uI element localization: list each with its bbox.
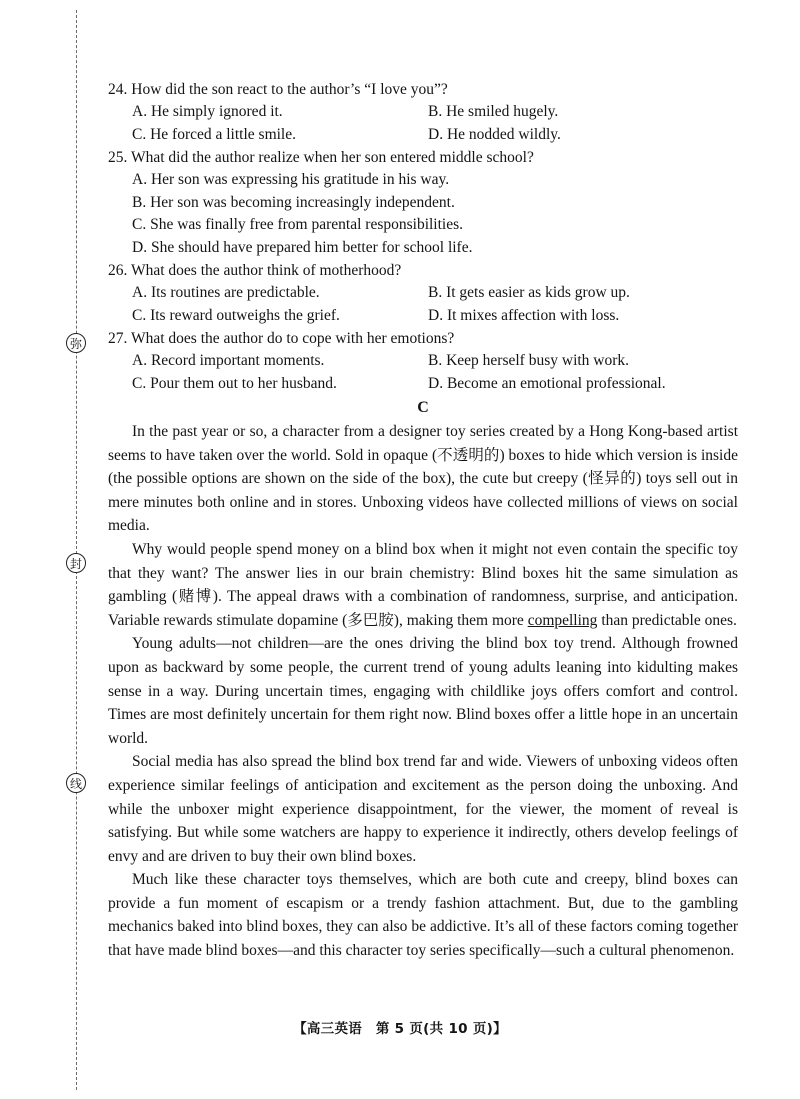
option-b: B. Her son was becoming increasingly independent. bbox=[132, 193, 455, 211]
option-a: A. Record important moments. bbox=[132, 352, 325, 369]
option-c: C. She was finally free from parental responsibilities. bbox=[132, 216, 464, 233]
passage-paragraph-3: Young adults—not children—are the ones driving the blind box toy trend. Although frowned upon as backward by some people, the current trend of young adults leaning into kidulting makes sense in a way. During uncertain times, engaging with childlike joys offers comfort and control. Times are most definitely uncertain for them right now. Blind boxes offer a little hope in an uncertain world. bbox=[108, 635, 738, 747]
option-b: B. Keep herself busy with work. bbox=[428, 352, 630, 369]
option-row bbox=[108, 124, 738, 147]
question-stem: 27. What does the author do to cope with her emotions? bbox=[108, 330, 455, 347]
paragraph-text: Why would people spend money on a blind box when it might not even contain the specific toy that they want? The answer lies in our brain chemistry: Blind boxes hit the same simulation as gambling (赌博). The appeal draws with a combination of randomness, surprise, and anticipation. Variable rewards stimulate dopamine (多巴胺), making them more bbox=[108, 540, 738, 629]
question-stem: 25. What did the author realize when her son entered middle school? bbox=[108, 149, 534, 166]
binding-mark-mi: 弥 bbox=[66, 333, 86, 353]
passage-paragraph-2 bbox=[108, 538, 738, 632]
option-a: A. He simply ignored it. bbox=[132, 103, 283, 120]
question-stem: 24. How did the son react to the author’s “I love you”? bbox=[108, 81, 448, 98]
question-stem: 26. What does the author think of motherhood? bbox=[108, 262, 402, 279]
passage-paragraph-5: Much like these character toys themselves, which are both cute and creepy, blind boxes can provide a fun moment of escapism or a trendy fashion attachment. But, due to the gambling mechanics baked into blind boxes, they can also be addictive. It’s all of these factors coming together that have made blind boxes—and this character toy series specifically—such a cultural phenomenon. bbox=[108, 871, 738, 960]
question-25 bbox=[108, 146, 738, 259]
paragraph-text: than predictable ones. bbox=[597, 611, 737, 629]
binding-mark-xian: 线 bbox=[66, 773, 86, 793]
option-row bbox=[108, 350, 738, 373]
option-row bbox=[108, 282, 738, 305]
option-a: A. Its routines are predictable. bbox=[132, 284, 320, 301]
page-content bbox=[108, 78, 738, 963]
question-27 bbox=[108, 327, 738, 395]
option-row bbox=[108, 305, 738, 328]
option-d: D. It mixes affection with loss. bbox=[428, 306, 620, 324]
option-row bbox=[108, 373, 738, 396]
section-title: C bbox=[417, 399, 429, 416]
option-c: C. Its reward outweighs the grief. bbox=[132, 306, 340, 324]
passage-paragraph-4: Social media has also spread the blind box trend far and wide. Viewers of unboxing videos often experience similar feelings of anticipation and excitement as the person doing the unboxing. And while the unboxer might experience disappointment, for the viewer, the moment of reveal is satisfying. But while some watchers are happy to experience it indirectly, others develop feelings of envy and are driven to buy their own blind boxes. bbox=[108, 753, 738, 865]
option-c: C. Pour them out to her husband. bbox=[132, 374, 337, 392]
option-c: C. He forced a little smile. bbox=[132, 125, 296, 143]
underlined-word: compelling bbox=[527, 611, 598, 629]
option-d: D. He nodded wildly. bbox=[428, 125, 561, 143]
passage-c bbox=[108, 420, 738, 963]
passage-paragraph-1: In the past year or so, a character from a designer toy series created by a Hong Kong-based artist seems to have taken over the world. Sold in opaque (不透明的) boxes to hide which version is inside (the possible options are shown on the side of the box), the cute but creepy (怪异的) toys sell out in mere minutes both online and in stores. Unboxing videos have collected millions of views on social media. bbox=[108, 423, 738, 535]
option-a: A. Her son was expressing his gratitude in his way. bbox=[132, 171, 450, 188]
option-row bbox=[108, 101, 738, 124]
option-d: D. Become an emotional professional. bbox=[428, 374, 666, 392]
binding-mark-feng: 封 bbox=[66, 553, 86, 573]
page-footer: 【高三英语 第 5 页(共 10 页)】 bbox=[293, 1021, 507, 1037]
question-26 bbox=[108, 259, 738, 327]
option-b: B. He smiled hugely. bbox=[428, 103, 559, 120]
option-b: B. It gets easier as kids grow up. bbox=[428, 284, 630, 301]
question-24 bbox=[108, 78, 738, 146]
option-d: D. She should have prepared him better for school life. bbox=[132, 238, 473, 256]
binding-dashed-line bbox=[76, 10, 77, 1090]
